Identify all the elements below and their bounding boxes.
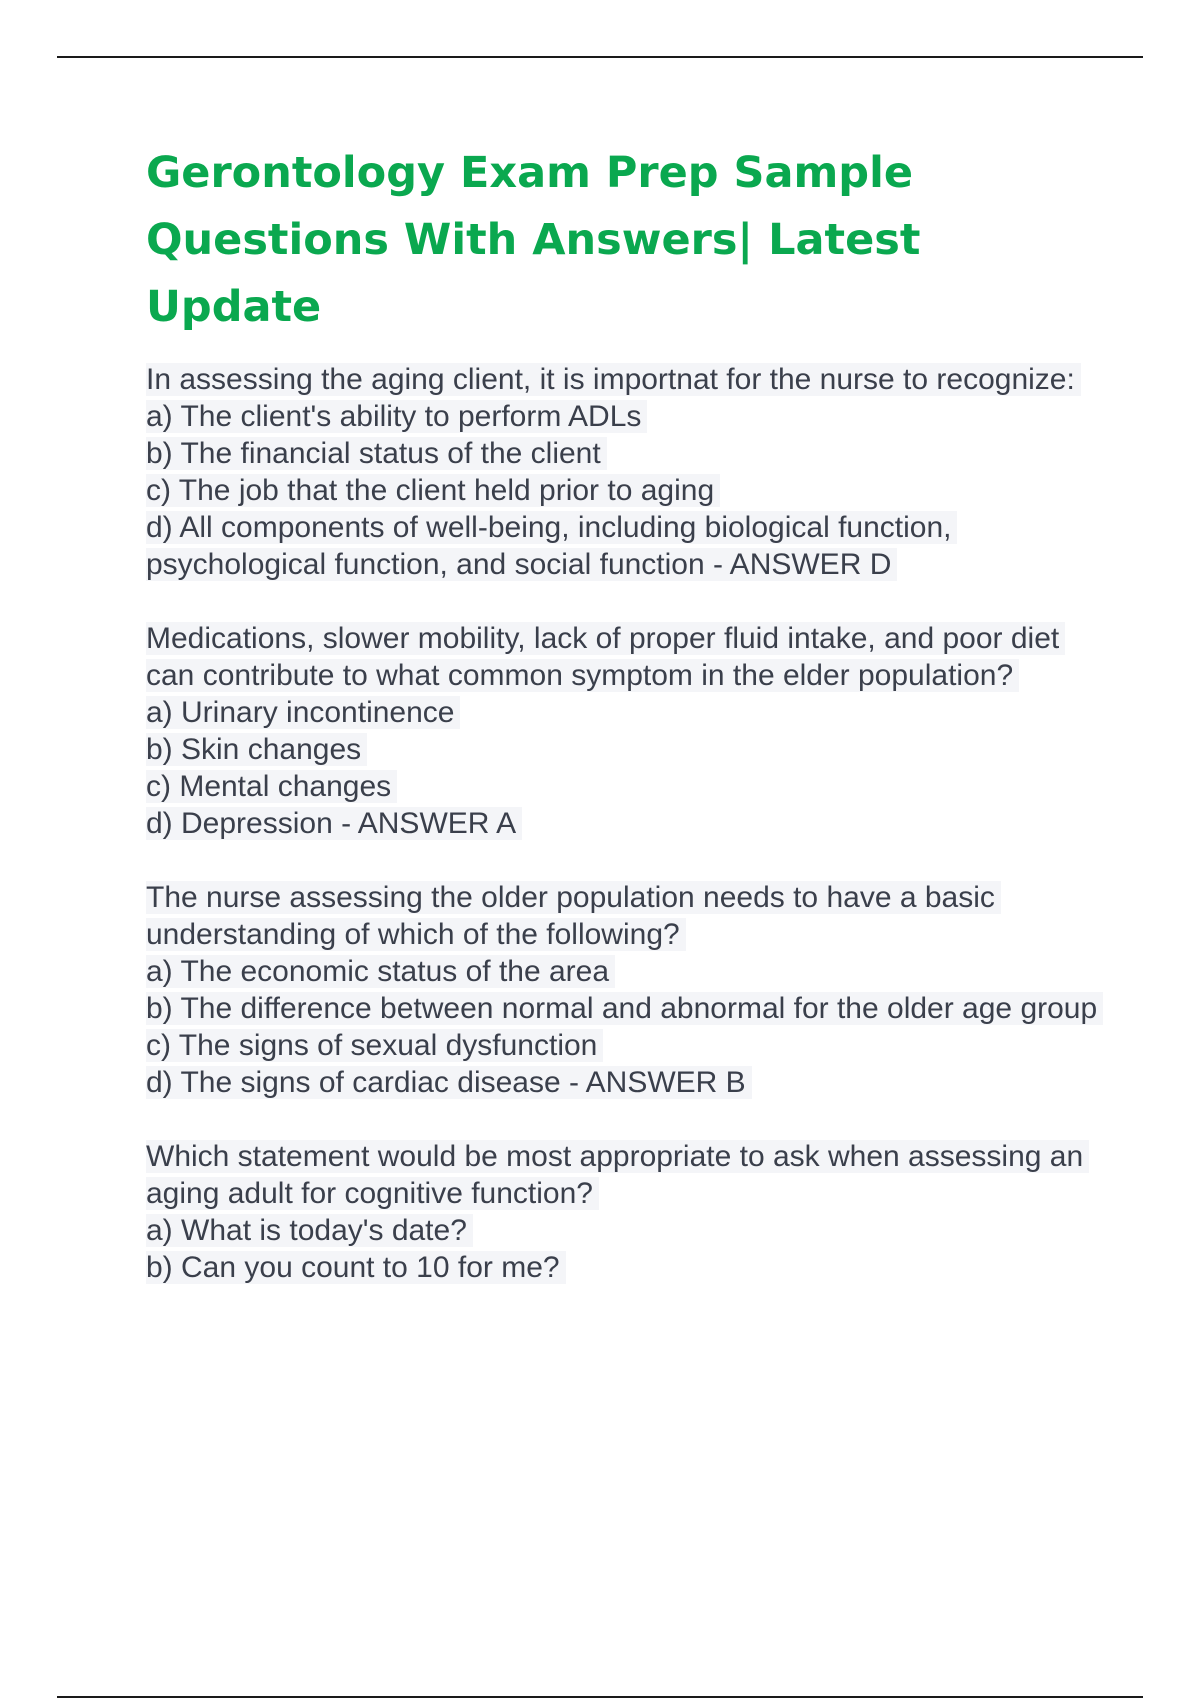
answer-option: a) The economic status of the area — [146, 955, 615, 988]
question-stem: Which statement would be most appropriate to ask when assessing an aging adult for cognitive function? — [146, 1140, 1089, 1210]
top-rule — [57, 56, 1143, 58]
answer-option: c) The signs of sexual dysfunction — [146, 1029, 603, 1062]
answer-option: d) The signs of cardiac disease - ANSWER B — [146, 1066, 752, 1099]
answer-option: d) All components of well-being, including biological function, psychological function, and social function - ANSWER D — [146, 511, 957, 581]
question-stem: In assessing the aging client, it is importnat for the nurse to recognize: — [146, 363, 1081, 396]
answer-option: a) What is today's date? — [146, 1214, 473, 1247]
answer-option: d) Depression - ANSWER A — [146, 807, 522, 840]
document-title: Gerontology Exam Prep Sample Questions With Answers| Latest Update — [146, 148, 921, 332]
document-body — [146, 140, 1106, 1286]
answer-option: b) The financial status of the client — [146, 437, 607, 470]
question-stem: The nurse assessing the older population needs to have a basic understanding of which of the following? — [146, 881, 1001, 951]
question-block — [146, 1138, 1106, 1286]
answer-option: b) The difference between normal and abnormal for the older age group — [146, 992, 1103, 1025]
answer-option: a) The client's ability to perform ADLs — [146, 400, 647, 433]
question-stem: Medications, slower mobility, lack of proper fluid intake, and poor diet can contribute to what common symptom in the elder population? — [146, 622, 1065, 692]
answer-option: c) The job that the client held prior to aging — [146, 474, 720, 507]
answer-option: b) Skin changes — [146, 733, 367, 766]
answer-option: c) Mental changes — [146, 770, 397, 803]
bottom-rule — [57, 1696, 1143, 1698]
question-block — [146, 879, 1106, 1101]
question-block — [146, 620, 1106, 842]
question-block — [146, 361, 1106, 583]
answer-option: b) Can you count to 10 for me? — [146, 1251, 566, 1284]
answer-option: a) Urinary incontinence — [146, 696, 460, 729]
